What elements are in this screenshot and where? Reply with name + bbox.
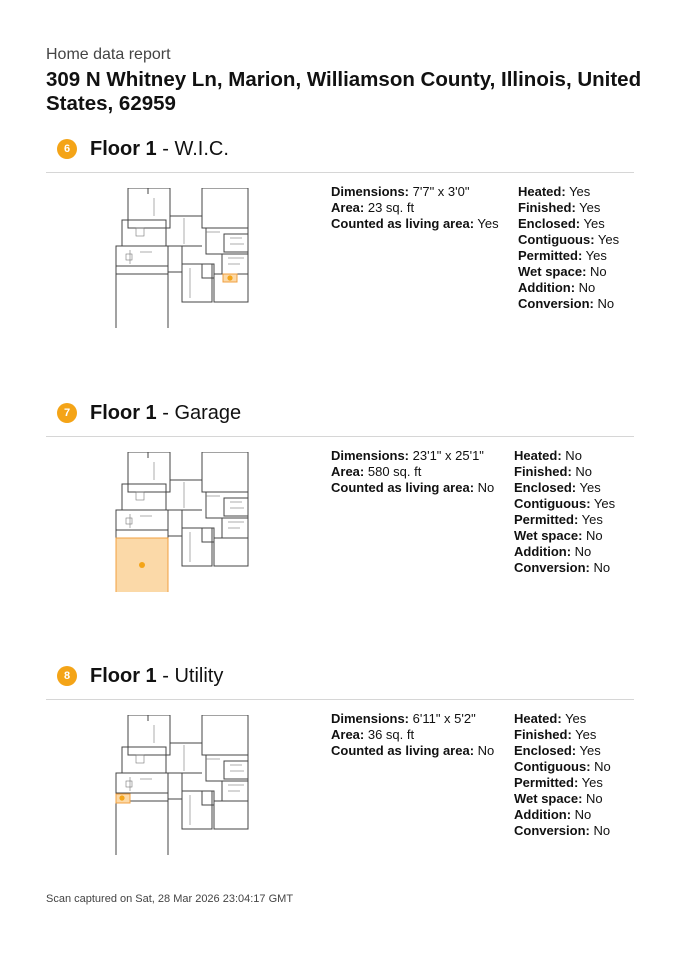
- room-attribute: [514, 480, 615, 496]
- attribute-value: Yes: [575, 200, 601, 215]
- room-attribute: [514, 711, 611, 727]
- floor-plan-diagram: [106, 452, 256, 592]
- attribute-label: Dimensions:: [331, 711, 410, 726]
- room-number-badge: 6: [57, 139, 77, 159]
- attribute-value: Yes: [580, 216, 605, 231]
- room-summary: [331, 448, 494, 496]
- room-attribute: [514, 727, 611, 743]
- attribute-value: No: [590, 759, 611, 774]
- attribute-label: Area:: [331, 200, 365, 215]
- floor-plan-diagram: [106, 715, 256, 855]
- report-subtitle: Home data report: [46, 46, 171, 63]
- room-attribute: [331, 480, 494, 496]
- attribute-value: 6'11" x 5'2": [409, 711, 476, 726]
- room-attribute: [518, 216, 619, 232]
- room-attribute: [331, 727, 494, 743]
- room-attribute: [518, 264, 619, 280]
- room-attribute: [514, 512, 615, 528]
- room-number-badge: 8: [57, 666, 77, 686]
- room-name: Utility: [174, 664, 224, 687]
- room-attribute: [514, 775, 611, 791]
- attribute-value: 23'1" x 25'1": [409, 448, 484, 463]
- floor-label: Floor 1: [90, 664, 157, 687]
- floor-plan: [106, 452, 256, 592]
- attribute-value: Yes: [578, 775, 603, 790]
- attribute-value: No: [589, 560, 611, 575]
- room-heading: [46, 398, 241, 428]
- room-attribute: [514, 448, 615, 464]
- room-attribute: [518, 232, 619, 248]
- room-attribute: [514, 823, 611, 839]
- floor-plan-diagram: [106, 188, 256, 328]
- attribute-value: No: [593, 296, 615, 311]
- attribute-value: No: [474, 480, 495, 495]
- attribute-value: Yes: [474, 216, 499, 231]
- room-heading: [46, 661, 223, 691]
- attribute-value: 7'7" x 3'0": [409, 184, 470, 199]
- room-attribute: [518, 200, 619, 216]
- attribute-label: Heated:: [518, 184, 566, 199]
- room-attribute: [514, 528, 615, 544]
- room-summary: [331, 711, 494, 759]
- room-attribute: [514, 560, 615, 576]
- attribute-label: Addition:: [514, 807, 572, 822]
- attribute-label: Conversion:: [514, 823, 590, 838]
- attribute-value: 580 sq. ft: [364, 464, 422, 479]
- room-attribute: [518, 248, 619, 264]
- attribute-value: No: [561, 448, 582, 463]
- room-attribute: [518, 280, 619, 296]
- floor-label: Floor 1: [90, 137, 157, 160]
- attribute-value: 23 sq. ft: [364, 200, 415, 215]
- attribute-label: Finished:: [518, 200, 576, 215]
- attribute-value: No: [571, 807, 592, 822]
- title-separator: -: [156, 664, 175, 687]
- attribute-label: Contiguous:: [514, 759, 591, 774]
- room-marker-icon: [119, 795, 124, 800]
- attribute-label: Permitted:: [514, 512, 579, 527]
- room-attribute: [514, 791, 611, 807]
- attribute-value: Yes: [561, 711, 587, 726]
- room-attribute: [514, 743, 611, 759]
- scan-timestamp: Scan captured on Sat, 28 Mar 2026 23:04:17 GMT: [46, 893, 294, 905]
- room-attribute: [518, 184, 619, 200]
- attribute-label: Addition:: [514, 544, 572, 559]
- room-attribute: [331, 711, 494, 727]
- room-name: W.I.C.: [174, 137, 229, 160]
- attribute-value: No: [474, 743, 495, 758]
- room-attribute: [514, 464, 615, 480]
- attribute-label: Area:: [331, 464, 365, 479]
- attribute-value: Yes: [576, 743, 601, 758]
- room-attribute: [331, 216, 499, 232]
- room-summary: [331, 184, 499, 232]
- attribute-value: No: [571, 464, 593, 479]
- attribute-value: No: [571, 544, 592, 559]
- room-title: [90, 402, 241, 425]
- room-title: [90, 138, 229, 161]
- room-attribute: [514, 496, 615, 512]
- title-separator: -: [156, 137, 175, 160]
- room-attribute: [514, 759, 611, 775]
- room-section: [46, 661, 634, 911]
- room-attribute: [518, 296, 619, 312]
- property-address: 309 N Whitney Ln, Marion, Williamson County, Illinois, United States, 62959: [46, 68, 642, 115]
- attribute-value: Yes: [582, 248, 607, 263]
- attribute-value: Yes: [578, 512, 603, 527]
- attribute-label: Area:: [331, 727, 365, 742]
- room-number-badge: 7: [57, 403, 77, 423]
- floor-plan: [106, 715, 256, 855]
- attribute-label: Counted as living area:: [331, 216, 475, 231]
- room-heading: [46, 134, 229, 164]
- title-separator: -: [156, 401, 175, 424]
- room-attribute: [331, 448, 494, 464]
- attribute-value: No: [575, 280, 596, 295]
- room-marker-icon: [227, 275, 232, 280]
- attribute-value: Yes: [565, 184, 591, 199]
- section-divider: [46, 699, 634, 700]
- attribute-label: Counted as living area:: [331, 480, 475, 495]
- room-attribute: [331, 200, 499, 216]
- attribute-value: 36 sq. ft: [364, 727, 415, 742]
- room-title: [90, 665, 223, 688]
- room-properties: [518, 184, 619, 312]
- room-section: [46, 134, 634, 384]
- attribute-label: Heated:: [514, 711, 562, 726]
- room-attribute: [514, 544, 615, 560]
- attribute-value: Yes: [594, 232, 620, 247]
- attribute-label: Conversion:: [514, 560, 590, 575]
- attribute-value: No: [582, 791, 603, 806]
- attribute-label: Contiguous:: [514, 496, 591, 511]
- room-attribute: [331, 464, 494, 480]
- attribute-label: Addition:: [518, 280, 576, 295]
- section-divider: [46, 436, 634, 437]
- attribute-label: Wet space:: [514, 791, 583, 806]
- attribute-value: No: [589, 823, 611, 838]
- attribute-label: Enclosed:: [514, 743, 577, 758]
- room-marker-icon: [139, 562, 145, 568]
- attribute-label: Contiguous:: [518, 232, 595, 247]
- floor-label: Floor 1: [90, 401, 157, 424]
- attribute-value: No: [582, 528, 603, 543]
- attribute-label: Dimensions:: [331, 448, 410, 463]
- room-attribute: [331, 743, 494, 759]
- room-section: [46, 398, 634, 648]
- attribute-label: Enclosed:: [518, 216, 581, 231]
- attribute-label: Permitted:: [514, 775, 579, 790]
- attribute-value: Yes: [571, 727, 597, 742]
- attribute-label: Wet space:: [514, 528, 583, 543]
- room-name: Garage: [174, 401, 242, 424]
- room-attribute: [514, 807, 611, 823]
- attribute-label: Finished:: [514, 464, 572, 479]
- attribute-label: Wet space:: [518, 264, 587, 279]
- attribute-value: Yes: [590, 496, 616, 511]
- attribute-value: Yes: [576, 480, 601, 495]
- attribute-label: Heated:: [514, 448, 562, 463]
- room-properties: [514, 448, 615, 576]
- attribute-label: Dimensions:: [331, 184, 410, 199]
- attribute-label: Finished:: [514, 727, 572, 742]
- attribute-label: Permitted:: [518, 248, 583, 263]
- floor-plan: [106, 188, 256, 328]
- attribute-label: Conversion:: [518, 296, 594, 311]
- room-attribute: [331, 184, 499, 200]
- attribute-label: Counted as living area:: [331, 743, 475, 758]
- attribute-label: Enclosed:: [514, 480, 577, 495]
- attribute-value: No: [586, 264, 607, 279]
- section-divider: [46, 172, 634, 173]
- room-properties: [514, 711, 611, 839]
